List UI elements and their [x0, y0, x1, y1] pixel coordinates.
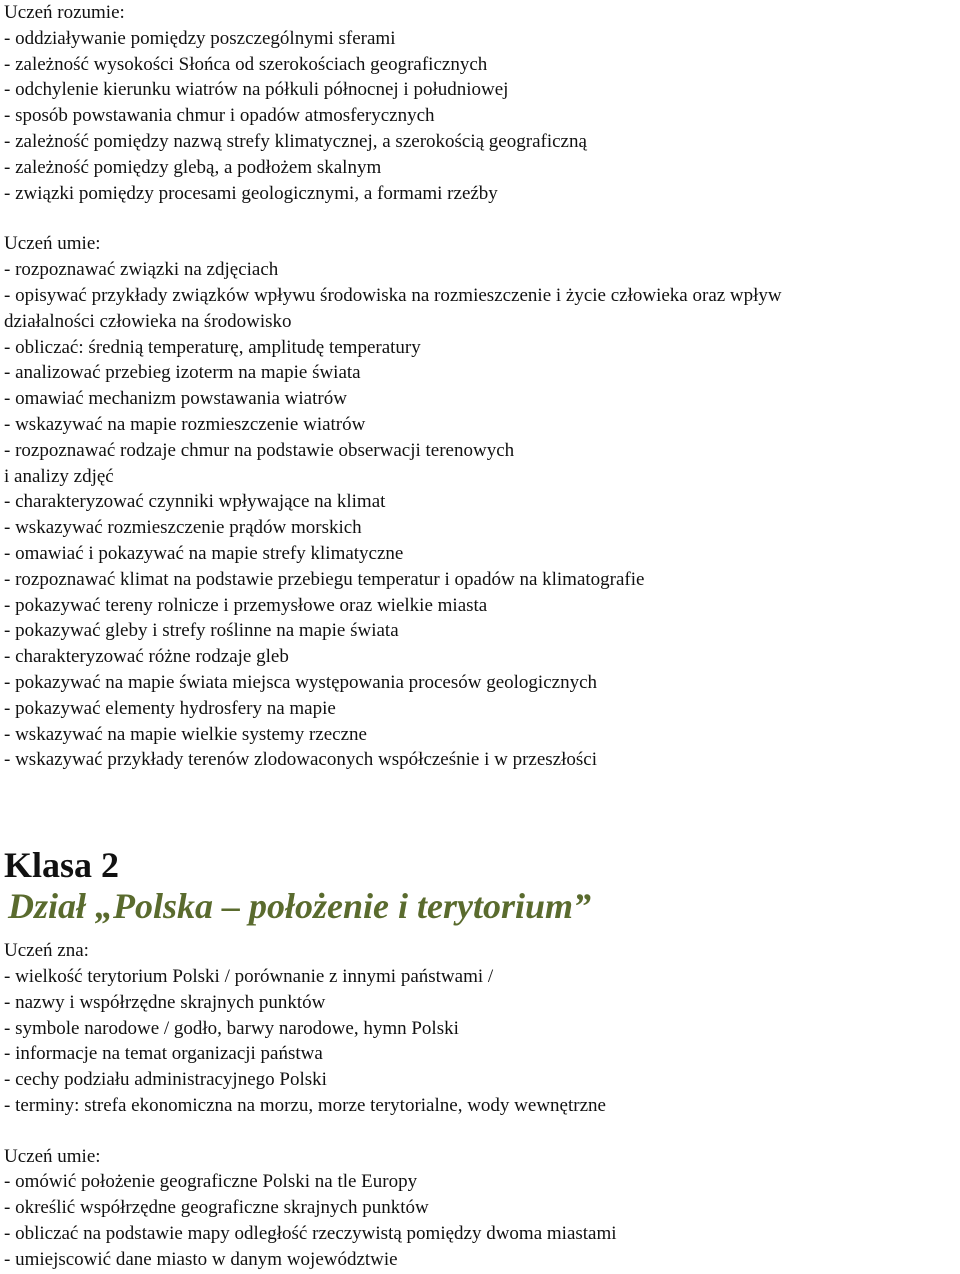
- list-item: - oddziaływanie pomiędzy poszczególnymi sferami: [4, 27, 396, 49]
- list-item: - symbole narodowe / godło, barwy narodowe, hymn Polski: [4, 1017, 459, 1039]
- list-item: - obliczać na podstawie mapy odległość rzeczywistą pomiędzy dwoma miastami: [4, 1223, 617, 1245]
- list-item: - pokazywać na mapie świata miejsca występowania procesów geologicznych: [4, 671, 597, 693]
- list-item: - omówić położenie geograficzne Polski na tle Europy: [4, 1171, 418, 1193]
- list-item: - umiejscowić dane miasto w danym województwie: [4, 1248, 398, 1270]
- list-item: - analizować przebieg izoterm na mapie świata: [4, 362, 361, 384]
- list-item: działalności człowieka na środowisko: [4, 310, 292, 332]
- list-item: - zależność wysokości Słońca od szerokościach geograficznych: [4, 53, 488, 75]
- list-item: - nazwy i współrzędne skrajnych punktów: [4, 991, 326, 1013]
- list-item: - zależność pomiędzy nazwą strefy klimatycznej, a szerokością geograficzną: [4, 130, 587, 152]
- section-rozumie: [4, 0, 956, 206]
- list-item: - wskazywać na mapie wielkie systemy rzeczne: [4, 723, 367, 745]
- list-item: - określić współrzędne geograficzne skrajnych punktów: [4, 1197, 429, 1219]
- section-umie-2: [4, 1144, 956, 1273]
- list-item: - wskazywać rozmieszczenie prądów morskich: [4, 517, 362, 539]
- section-heading: Uczeń rozumie:: [4, 2, 125, 23]
- chapter-title: Dział „Polska – położenie i terytorium”: [8, 886, 592, 927]
- list-item: - wielkość terytorium Polski / porównanie z innymi państwami /: [4, 965, 494, 987]
- list-item: - pokazywać elementy hydrosfery na mapie: [4, 697, 336, 719]
- list-item: i analizy zdjęć: [4, 465, 114, 487]
- section-umie: [4, 231, 956, 773]
- list-item: - związki pomiędzy procesami geologicznymi, a formami rzeźby: [4, 182, 498, 204]
- spacer: [4, 1119, 956, 1144]
- list-item: - omawiać i pokazywać na mapie strefy klimatyczne: [4, 542, 404, 564]
- list-item: - opisywać przykłady związków wpływu środowiska na rozmieszczenie i życie człowieka oraz wpływ: [4, 284, 782, 306]
- list-item: - charakteryzować różne rodzaje gleb: [4, 646, 289, 668]
- list-item: - rozpoznawać związki na zdjęciach: [4, 259, 279, 281]
- list-item: - omawiać mechanizm powstawania wiatrów: [4, 388, 347, 410]
- list-item: - cechy podziału administracyjnego Polski: [4, 1069, 327, 1091]
- list-item: - sposób powstawania chmur i opadów atmosferycznych: [4, 105, 435, 127]
- spacer: [4, 206, 956, 231]
- list-item: - terminy: strefa ekonomiczna na morzu, morze terytorialne, wody wewnętrzne: [4, 1094, 606, 1116]
- list-item: - pokazywać gleby i strefy roślinne na mapie świata: [4, 620, 399, 642]
- list-item: - wskazywać przykłady terenów zlodowaconych współcześnie i w przeszłości: [4, 749, 597, 771]
- list-item: - wskazywać na mapie rozmieszczenie wiatrów: [4, 413, 366, 435]
- list-item: - zależność pomiędzy glebą, a podłożem skalnym: [4, 156, 382, 178]
- section-zna: [4, 938, 956, 1119]
- list-item: - rozpoznawać rodzaje chmur na podstawie obserwacji terenowych: [4, 439, 515, 461]
- list-item: - rozpoznawać klimat na podstawie przebiegu temperatur i opadów na klimatografie: [4, 568, 645, 590]
- list-item: - obliczać: średnią temperaturę, amplitudę temperatury: [4, 336, 421, 358]
- section-heading: Uczeń zna:: [4, 940, 89, 962]
- list-item: - informacje na temat organizacji państwa: [4, 1043, 323, 1065]
- list-item: - odchylenie kierunku wiatrów na półkuli północnej i południowej: [4, 79, 509, 101]
- section-heading: Uczeń umie:: [4, 233, 101, 255]
- list-item: - charakteryzować czynniki wpływające na klimat: [4, 491, 386, 513]
- section-heading: Uczeń umie:: [4, 1145, 101, 1167]
- spacer: [4, 773, 956, 846]
- list-item: - pokazywać tereny rolnicze i przemysłowe oraz wielkie miasta: [4, 594, 488, 616]
- class-title: Klasa 2: [4, 845, 120, 886]
